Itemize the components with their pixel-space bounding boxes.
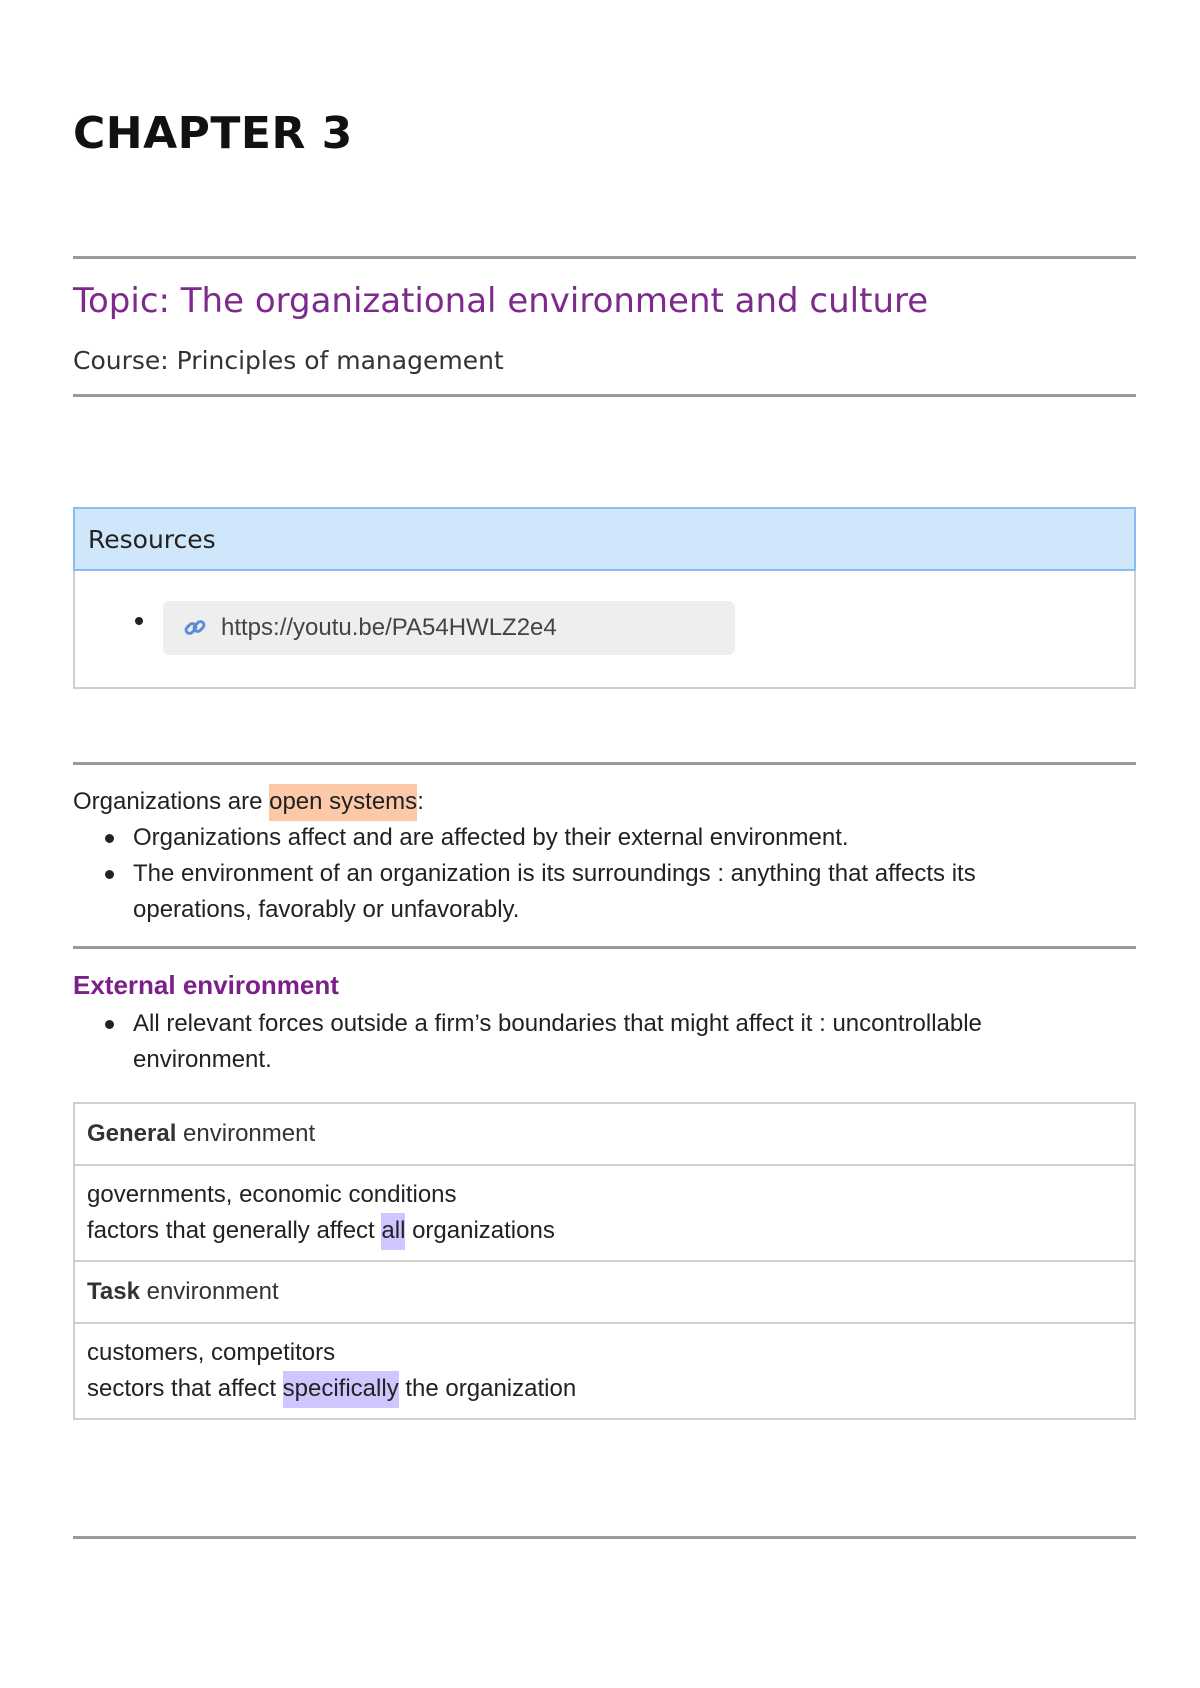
- bullet: [105, 870, 114, 879]
- general-environment-header: [74, 1103, 1135, 1165]
- general-label-rest: environment: [176, 1120, 316, 1147]
- divider: [73, 256, 1136, 259]
- environment-table: [73, 1102, 1136, 1420]
- link-icon: [183, 616, 207, 640]
- chapter-title: CHAPTER 3: [73, 108, 353, 159]
- list-item-text: Organizations affect and are affected by their external environment.: [133, 824, 849, 851]
- text: sectors that affect: [87, 1375, 283, 1402]
- general-description: [87, 1213, 1122, 1249]
- general-examples: governments, economic conditions: [87, 1181, 457, 1208]
- list-item-text: All relevant forces outside a firm’s boundaries that might affect it : uncontrollable environment.: [133, 1010, 982, 1073]
- task-label-rest: environment: [139, 1278, 279, 1305]
- text: organizations: [405, 1217, 555, 1244]
- resources-header: Resources: [73, 507, 1136, 571]
- bullet: [135, 617, 143, 625]
- divider: [73, 946, 1136, 949]
- resource-link-url: https://youtu.be/PA54HWLZ2e4: [221, 614, 557, 641]
- topic-title: Topic: The organizational environment and culture: [73, 281, 929, 321]
- bullet: [105, 834, 114, 843]
- task-environment-body: [74, 1323, 1135, 1419]
- divider: [73, 1536, 1136, 1539]
- text: the organization: [398, 1375, 577, 1402]
- task-description: [87, 1371, 1122, 1407]
- list-item: [73, 1006, 1033, 1078]
- highlight-open-systems: open systems: [269, 784, 417, 821]
- intro-prefix: Organizations are: [73, 788, 270, 815]
- intro-bullet-list: [73, 820, 1033, 928]
- highlight-specifically: specifically: [283, 1371, 399, 1408]
- task-examples: customers, competitors: [87, 1339, 336, 1366]
- text: factors that generally affect: [87, 1217, 382, 1244]
- task-environment-header: [74, 1261, 1135, 1323]
- general-label: General: [87, 1120, 177, 1147]
- divider: [73, 394, 1136, 397]
- resources-panel: [73, 507, 1136, 689]
- bullet: [105, 1020, 114, 1029]
- list-item-text: The environment of an organization is its surroundings : anything that affects its operations, favorably or unfavorably.: [133, 860, 976, 923]
- list-item: [73, 820, 1033, 856]
- list-item: [73, 856, 1033, 928]
- external-bullet-list: [73, 1006, 1033, 1078]
- divider: [73, 762, 1136, 765]
- intro-suffix: :: [417, 788, 424, 815]
- course-subtitle: Course: Principles of management: [73, 346, 504, 375]
- task-label: Task: [87, 1278, 140, 1305]
- intro-statement: [73, 784, 424, 820]
- resource-link[interactable]: [163, 601, 735, 655]
- general-environment-body: [74, 1165, 1135, 1261]
- highlight-all: all: [381, 1213, 405, 1250]
- external-environment-heading: External environment: [73, 970, 339, 1000]
